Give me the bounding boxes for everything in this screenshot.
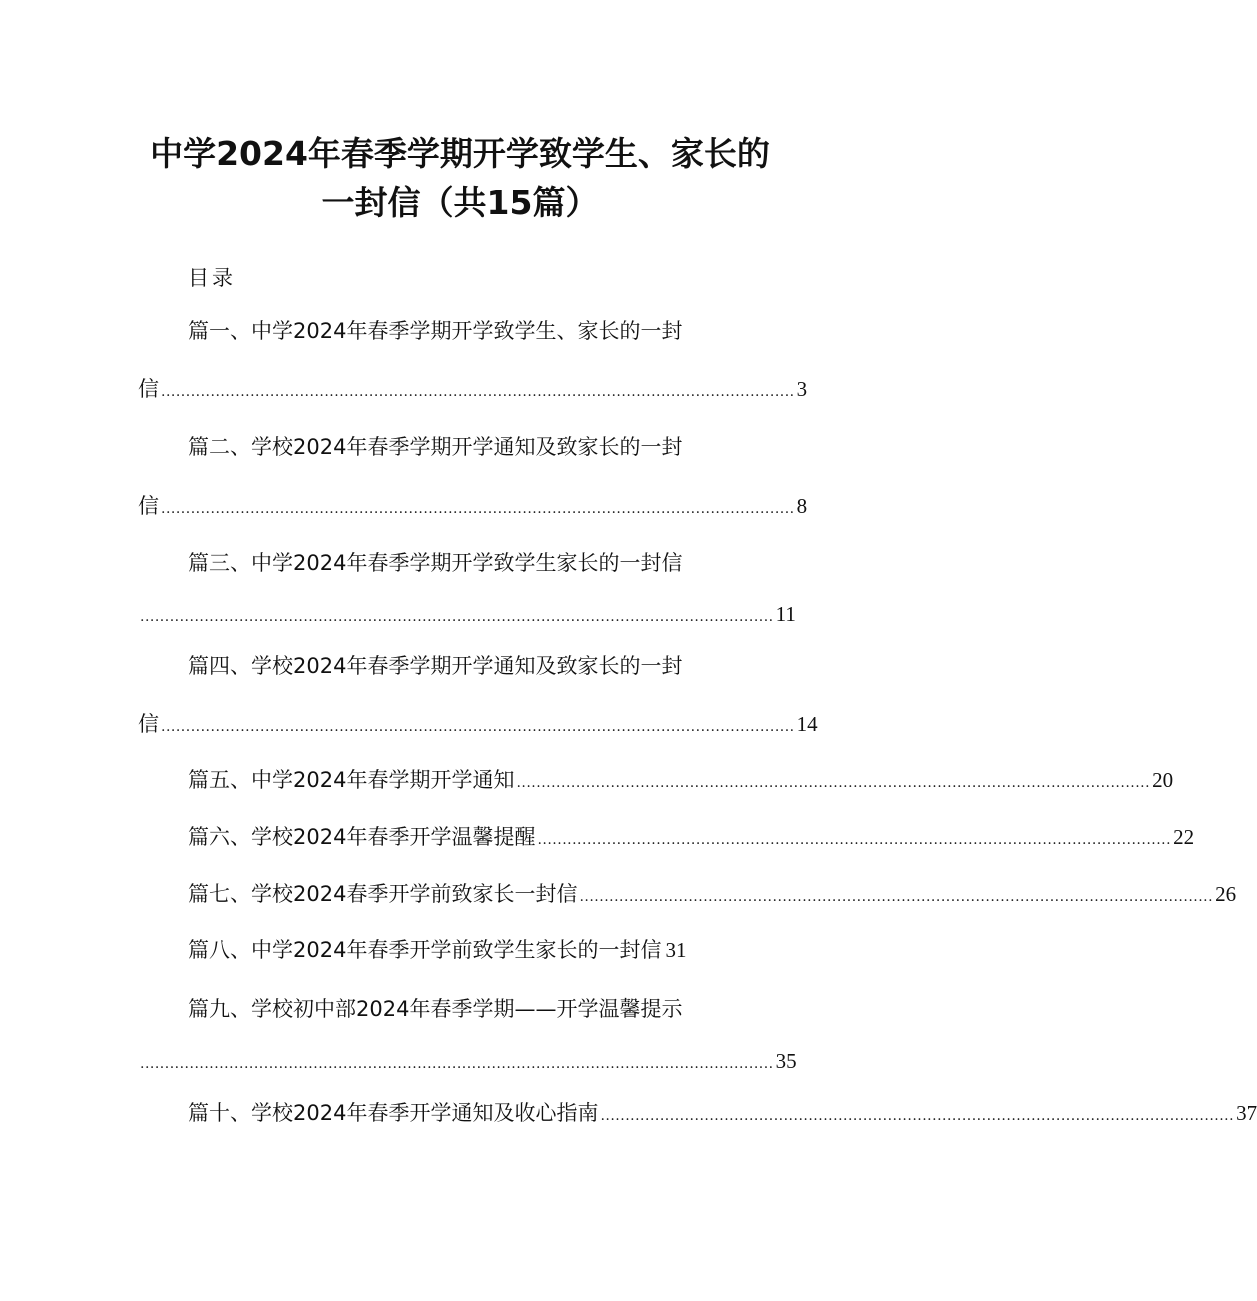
toc-page-number: 14 [796, 712, 818, 736]
toc-entry-1-title[interactable] [188, 316, 748, 346]
toc-entry-text: 篇七、学校2024春季开学前致家长一封信 [188, 882, 578, 906]
toc-page-number: 26 [1215, 882, 1237, 906]
toc-entry-text: 篇六、学校2024年春季开学温馨提醒 [188, 825, 536, 849]
toc-entry-text: 篇二、学校2024年春季学期开学通知及致家长的一封 [188, 435, 683, 459]
toc-page-number: 20 [1152, 768, 1174, 792]
toc-entry-text: 篇十、学校2024年春季开学通知及收心指南 [188, 1101, 599, 1125]
toc-entry-text: 篇三、中学2024年春季学期开学致学生家长的一封信 [188, 551, 683, 575]
toc-entry-text: 篇八、中学2024年春季开学前致学生家长的一封信 [188, 938, 662, 962]
toc-page-number: 3 [796, 377, 808, 401]
toc-entry-text: 信 [138, 377, 159, 401]
toc-entry-text: 信 [138, 712, 159, 736]
toc-entry-text: 篇九、学校初中部2024年春季学期——开学温馨提示 [188, 997, 683, 1021]
toc-page-number: 35 [775, 1049, 797, 1073]
toc-entry-9-leader[interactable] [138, 1046, 797, 1079]
toc-page-number: 11 [775, 602, 796, 626]
dot-leader: ................................................................................................................................ [161, 719, 795, 735]
toc-entry-3-title[interactable] [188, 548, 748, 578]
toc-entry-8[interactable] [188, 935, 748, 965]
dot-leader: ................................................................................................................................ [579, 889, 1214, 905]
dot-leader: ................................................................................................................................ [140, 609, 774, 625]
dot-leader: ................................................................................................................................ [161, 384, 795, 400]
dot-leader: ................................................................................................................................ [537, 832, 1172, 848]
toc-page-number: 31 [665, 938, 687, 962]
dot-leader: ................................................................................................................................ [516, 775, 1151, 791]
dot-leader: ................................................................................................................................ [140, 1056, 774, 1072]
toc-entry-text: 篇一、中学2024年春季学期开学致学生、家长的一封 [188, 319, 683, 343]
toc-entry-10[interactable] [188, 1098, 1257, 1131]
dot-leader: ................................................................................................................................ [600, 1108, 1235, 1124]
toc-entry-2-leader[interactable] [138, 491, 808, 524]
toc-entry-3-leader[interactable] [138, 599, 796, 632]
toc-entry-2-title[interactable] [188, 432, 748, 462]
toc-entry-5[interactable] [188, 765, 1174, 798]
toc-entry-text: 篇五、中学2024年春学期开学通知 [188, 768, 515, 792]
dot-leader: ................................................................................................................................ [161, 501, 795, 517]
toc-page-number: 22 [1173, 825, 1195, 849]
toc-heading: 目录 [188, 266, 236, 290]
toc-entry-9-title[interactable] [188, 994, 748, 1024]
toc-entry-7[interactable] [188, 879, 1237, 912]
toc-page-number: 8 [796, 494, 808, 518]
document-title-line-1: 中学2024年春季学期开学致学生、家长的 [150, 134, 770, 173]
toc-entry-1-leader[interactable] [138, 374, 808, 407]
toc-page-number: 37 [1236, 1101, 1257, 1125]
toc-entry-4-title[interactable] [188, 651, 748, 681]
document-title-line-2: 一封信（共15篇） [321, 183, 599, 222]
toc-entry-text: 篇四、学校2024年春季学期开学通知及致家长的一封 [188, 654, 683, 678]
toc-entry-text: 信 [138, 494, 159, 518]
toc-entry-4-leader[interactable] [138, 709, 818, 742]
toc-entry-6[interactable] [188, 822, 1195, 855]
